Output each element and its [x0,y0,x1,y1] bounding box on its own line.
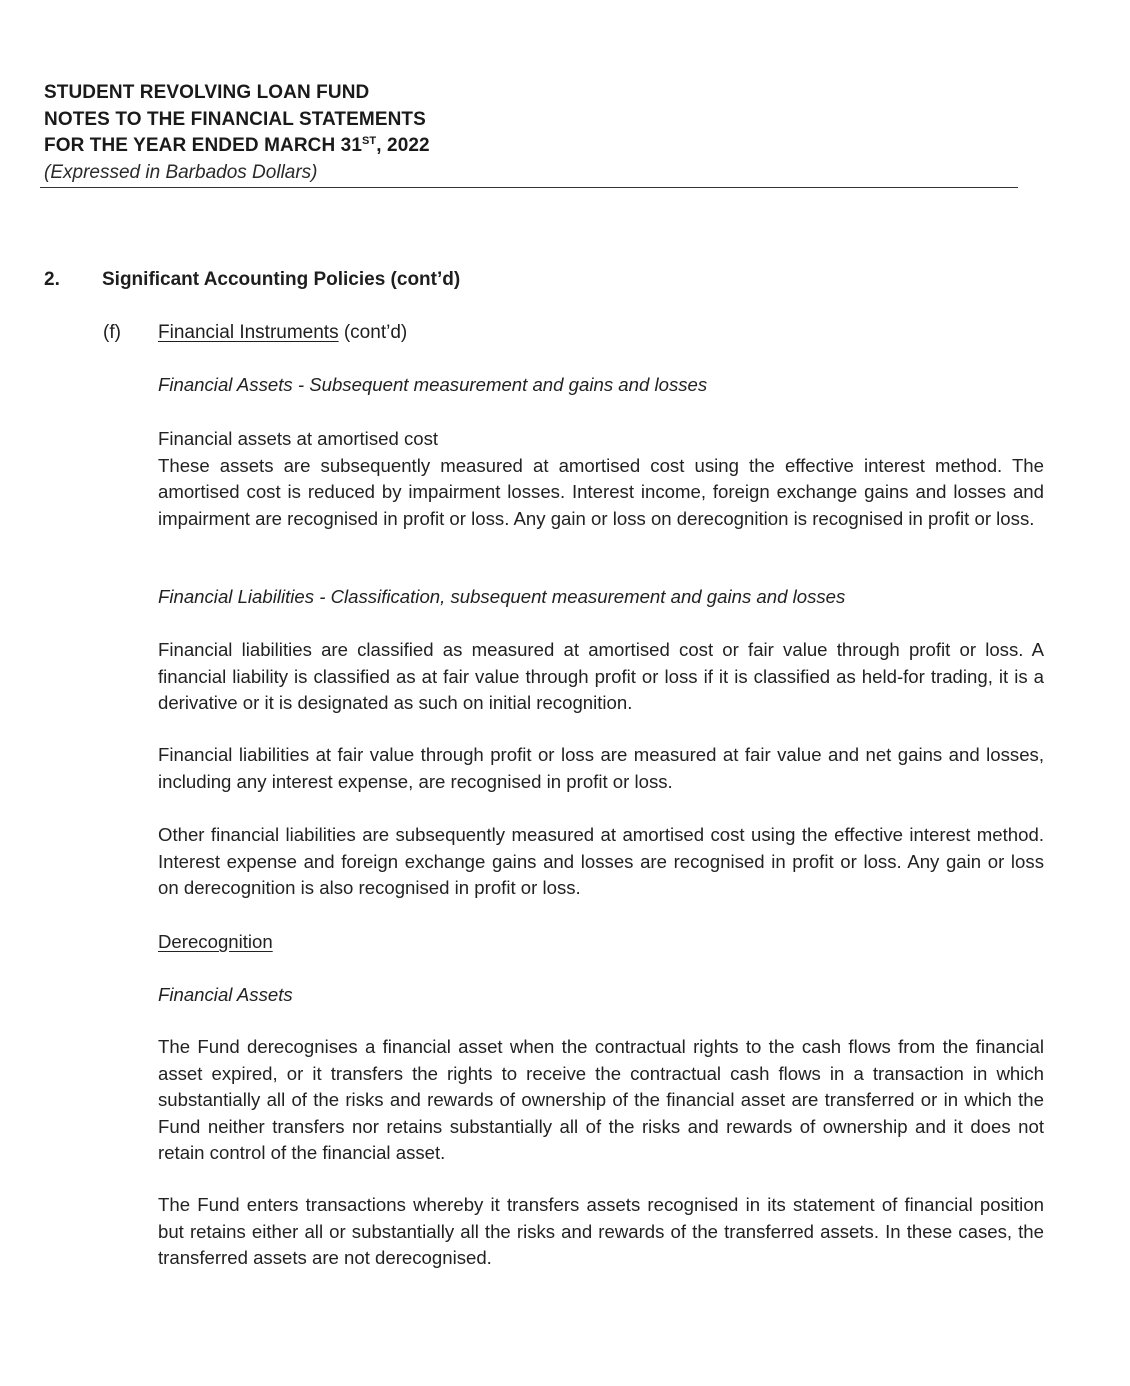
derecognition-heading [158,929,1044,956]
amortised-cost-block [158,426,1044,532]
notes-title: NOTES TO THE FINANCIAL STATEMENTS [44,108,426,130]
year-ended-ordinal: ST [362,135,377,147]
derecognition-paragraph-1 [158,1034,1044,1167]
amortised-cost-text: These assets are subsequently measured at amortised cost using the effective interest method. The amortised cost is reduced by impairment losses. Interest income, foreign exchange gains and losses and impairment are recognised in profit or loss. Any gain or loss on derecognition is recognised in profit or loss. [158,454,1044,529]
derecognition-assets-heading-text: Financial Assets [158,984,293,1005]
liabilities-paragraph-2 [158,742,1044,795]
derecognition-heading-text: Derecognition [158,931,273,952]
liabilities-paragraph-3-text: Other financial liabilities are subsequently measured at amortised cost using the effective interest method. Interest expense and foreign exchange gains and losses are recognised in profit or loss. Any gain or loss on derecognition is also recognised in profit or loss. [158,824,1044,898]
amortised-cost-title: Financial assets at amortised cost [158,428,439,449]
year-ended-suffix: , 2022 [376,135,430,156]
subsection-title: Financial Instruments [158,322,339,343]
assets-measurement-heading [158,372,1044,399]
subsection-suffix: (cont’d) [338,322,408,343]
liabilities-paragraph-1 [158,637,1044,717]
assets-measurement-heading-text: Financial Assets - Subsequent measurement and gains and losses [158,374,708,395]
liabilities-paragraph-2-text: Financial liabilities at fair value through profit or loss are measured at fair value and net gains and losses, including any interest expense, are recognised in profit or loss. [158,744,1044,792]
header-divider [40,187,1018,188]
liabilities-paragraph-3 [158,822,1044,902]
liabilities-heading [158,584,1044,611]
section-heading [44,267,460,293]
currency-note: (Expressed in Barbados Dollars) [44,161,318,183]
derecognition-paragraph-1-text: The Fund derecognises a financial asset when the contractual rights to the cash flows from the financial asset expired, or it transfers the rights to receive the contractual cash flows in a transaction in which substantially all of the risks and rewards of ownership of the financial asset are transferred or in which the Fund neither transfers nor retains substantially all of the risks and rewards of ownership and it does not retain control of the financial asset. [158,1036,1044,1163]
section-number: 2. [44,269,60,290]
year-ended-prefix: FOR THE YEAR ENDED MARCH 31 [44,135,362,156]
derecognition-assets-heading [158,982,1044,1009]
section-title: Significant Accounting Policies (cont’d) [102,269,461,290]
liabilities-heading-text: Financial Liabilities - Classification, subsequent measurement and gains and losses [158,586,846,607]
year-ended-line [44,133,1024,160]
subsection-letter: (f) [103,322,121,343]
derecognition-paragraph-2 [158,1192,1044,1272]
subsection-heading [103,320,407,346]
derecognition-paragraph-2-text: The Fund enters transactions whereby it transfers assets recognised in its statement of financial position but retains either all or substantially all the risks and rewards of the transferred assets. In these cases, the transferred assets are not derecognised. [158,1194,1044,1268]
document-header [44,80,1024,186]
fund-name: STUDENT REVOLVING LOAN FUND [44,82,370,103]
liabilities-paragraph-1-text: Financial liabilities are classified as measured at amortised cost or fair value through profit or loss. A financial liability is classified as at fair value through profit or loss if it is classified as held-for trading, it is a derivative or it is designated as such on initial recognition. [158,639,1044,713]
